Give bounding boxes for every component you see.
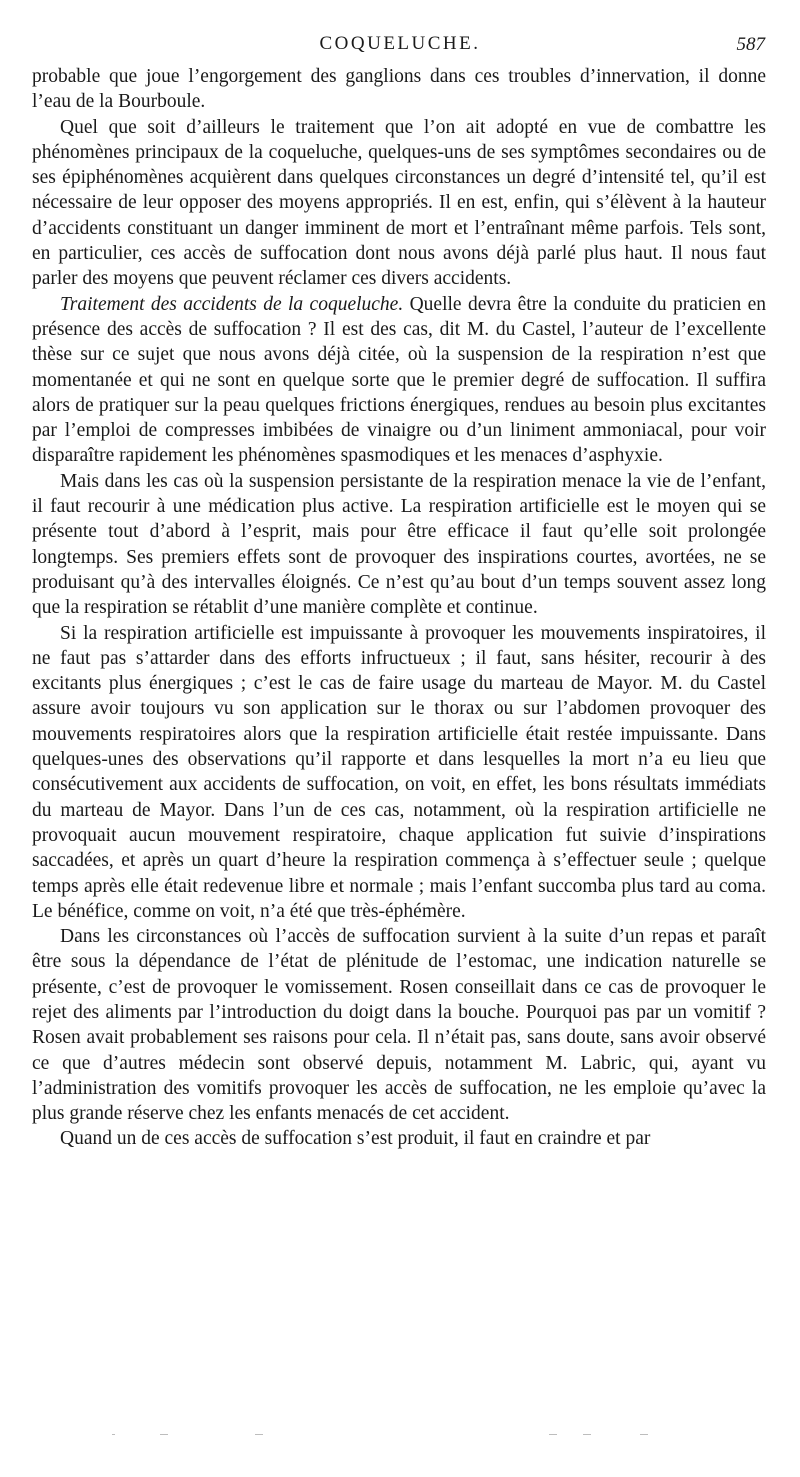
scan-speck <box>112 1434 115 1435</box>
paragraph-text: Quel que soit d’ailleurs le traitement que l’on ait adopté en vue de combattre les phénomènes principaux de la coqueluche, quelques-uns de ses symptômes secondaires ou de ses épiphénomènes acquièrent dans quelques circonstances un degré d’intensité tel, qu’il est nécessaire de leur opposer des moyens appropriés. Il en est, enfin, qui s’élèvent à la hauteur d’accidents constituant un danger imminent de mort et l’entraînant même parfois. Tels sont, en particulier, ces accès de suffocation dont nous avons déjà parlé plus haut. Il nous faut parler des moyens que peuvent réclamer ces divers accidents. <box>32 116 766 290</box>
running-title: COQUELUCHE. <box>319 33 481 54</box>
scan-speck <box>160 1434 168 1435</box>
scan-artifacts <box>0 1434 800 1444</box>
running-head <box>0 30 800 60</box>
paragraph-text: Quelle devra être la conduite du praticien en présence des accès de suffocation ? Il est des cas, dit M. du Castel, l’auteur de l’excellente thèse sur ce sujet que nous avons déjà citée, où la suspension de la respiration n’est que momentanée et qui ne sont en quelque sorte que le premier degré de suffocation. Il suffira alors de pratiquer sur la peau quelques frictions énergiques, rendues au besoin plus excitantes par l’emploi de compresses imbibées de vinaigre ou d’un liniment ammoniacal, pour voir disparaître rapidement les phénomènes spasmodiques et les menaces d’asphyxie. <box>32 293 767 467</box>
paragraph <box>32 1126 766 1151</box>
section-heading: Traitement des accidents de la coqueluche. <box>60 293 404 315</box>
paragraph-continuation <box>32 64 766 115</box>
paragraph <box>32 469 766 621</box>
paragraph-text: Quand un de ces accès de suffocation s’est produit, il faut en craindre et par <box>60 1128 651 1150</box>
scan-speck <box>549 1434 557 1435</box>
paragraph <box>32 621 766 925</box>
paragraph-text: Si la respiration artificielle est impuissante à provoquer les mouvements inspiratoires, il ne faut pas s’attarder dans des efforts infructueux ; il faut, sans hésiter, recourir à des excitants plus énergiques ; c’est le cas de faire usage du marteau de Mayor. M. du Castel assure avoir toujours vu son application sur le thorax ou sur l’abdomen provoquer des mouvements respiratoires alors que la respiration artificielle était restée impuissante. Dans quelques-unes des observations qu’il rapporte et dans lesquelles la mort n’a eu lieu que consécutivement aux accidents de suffocation, on voit, en effet, les bons résultats immédiats du marteau de Mayor. Dans l’un de ces cas, notamment, où la respiration artificielle ne provoquait aucun mouvement respiratoire, chaque application fut suivie d’inspirations saccadées, et après un quart d’heure la respiration commença à s’effectuer seule ; quelque temps après elle était redevenue libre et normale ; mais l’enfant succomba plus tard au coma. Le bénéfice, comme on voit, n’a été que très-éphémère. <box>32 622 766 922</box>
body-text <box>32 64 766 1152</box>
paragraph-text: probable que joue l’engorgement des ganglions dans ces troubles d’innervation, il donne l’eau de la Bourboule. <box>32 66 766 113</box>
paragraph <box>32 115 766 292</box>
scan-speck <box>583 1434 591 1435</box>
scan-speck <box>255 1434 263 1435</box>
paragraph <box>32 292 766 469</box>
page-number: 587 <box>736 34 765 55</box>
paragraph-text: Mais dans les cas où la suspension persistante de la respiration menace la vie de l’enfant, il faut recourir à une médication plus active. La respiration artificielle est le moyen qui se présente tout d’abord à l’esprit, mais pour être efficace il faut qu’elle soit prolongée longtemps. Ses premiers effets sont de provoquer des inspirations courtes, avortées, ne se produisant qu’à des intervalles éloignés. Ce n’est qu’au bout d’un temps souvent assez long que la respiration se rétablit d’une manière complète et continue. <box>32 470 766 619</box>
paragraph <box>32 924 766 1126</box>
scan-speck <box>640 1434 648 1435</box>
paragraph-text: Dans les circonstances où l’accès de suffocation survient à la suite d’un repas et paraît être sous la dépendance de l’état de plénitude de l’estomac, une indication naturelle se présente, c’est de provoquer le vomissement. Rosen conseillait dans ce cas de provoquer le rejet des aliments par l’introduction du doigt dans la bouche. Pourquoi pas par un vomitif ? Rosen avait probablement ses raisons pour cela. Il n’était pas, sans doute, sans avoir observé ce que d’autres médecin sont observé depuis, notamment M. Labric, qui, ayant vu l’administration des vomitifs provoquer les accès de suffocation, ne les emploie qu’avec la plus grande réserve chez les enfants menacés de cet accident. <box>32 926 766 1125</box>
